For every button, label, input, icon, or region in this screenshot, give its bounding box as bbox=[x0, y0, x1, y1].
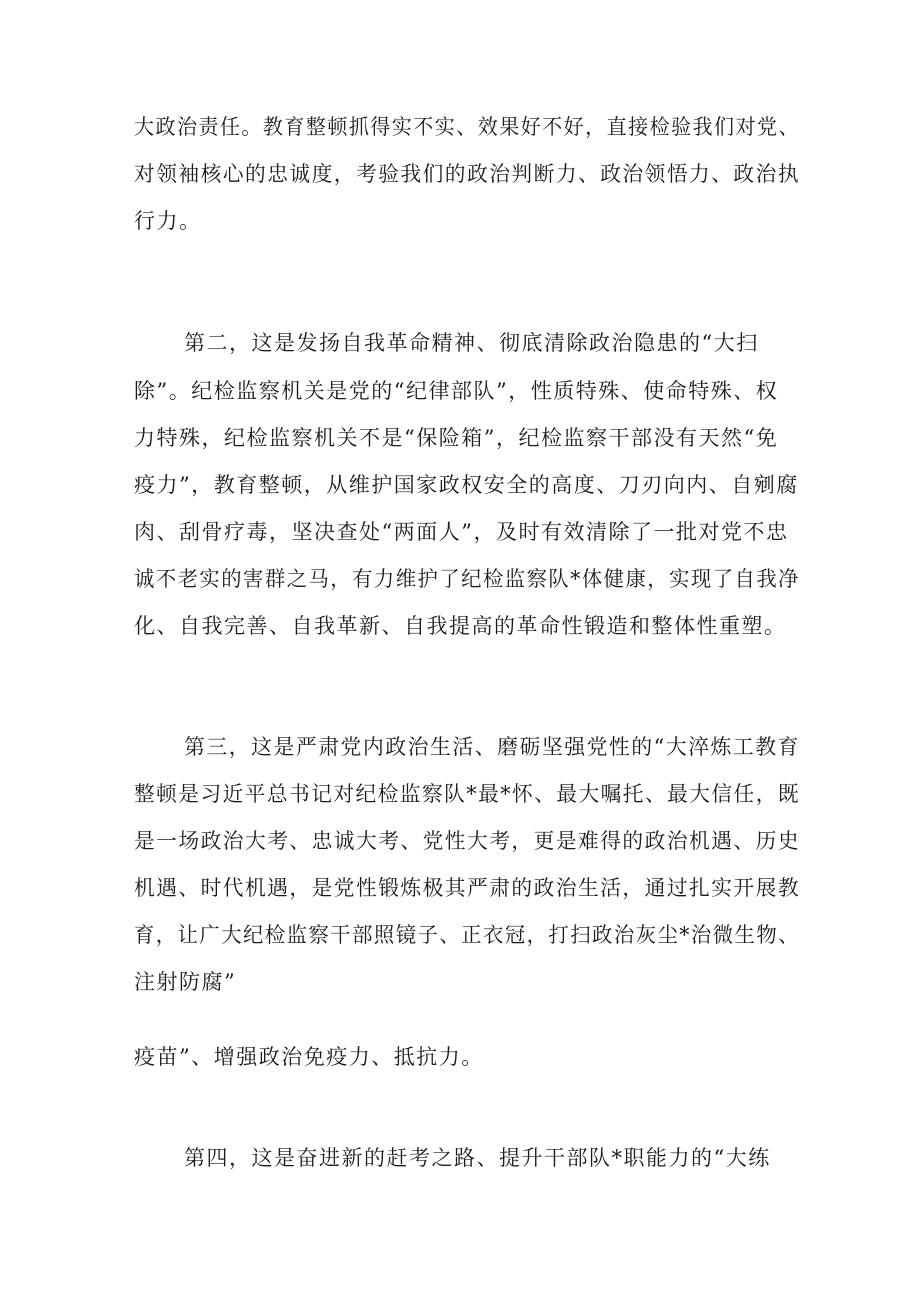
text-line: 诚不老实的害群之马，有力维护了纪检监察队*体健康，实现了自我净 bbox=[134, 567, 800, 591]
text-line: 疫力”，教育整顿，从维护国家政权安全的高度、刀刃向内、自剜腐 bbox=[134, 473, 799, 497]
paragraph-3-line-6 bbox=[0, 959, 920, 1005]
paragraph-2-line-7 bbox=[0, 603, 920, 649]
text-line: 除”。纪检监察机关是党的“纪律部队”，性质特殊、使命特殊、权 bbox=[134, 379, 779, 403]
paragraph-3-line-5 bbox=[0, 912, 920, 958]
paragraph-2-line-1 bbox=[0, 320, 920, 366]
text-line: 育，让广大纪检监察干部照镜子、正衣冠，打扫政治灰尘*治微生物、 bbox=[134, 923, 800, 947]
text-line: 机遇、时代机遇，是党性锻炼极其严肃的政治生活，通过扎实开展教 bbox=[134, 876, 801, 900]
text-line: 化、自我完善、自我革新、自我提高的革命性锻造和整体性重塑。 bbox=[134, 614, 787, 638]
text-line: 第四，这是奋进新的赶考之路、提升干部队*职能力的“大练 bbox=[184, 1146, 771, 1170]
text-line: 第二，这是发扬自我革命精神、彻底清除政治隐患的“大扫 bbox=[184, 331, 759, 355]
paragraph-1-line-1 bbox=[0, 104, 920, 150]
paragraph-5-line-1 bbox=[0, 1135, 920, 1181]
text-line: 是一场政治大考、忠诚大考、党性大考，更是难得的政治机遇、历史 bbox=[134, 829, 801, 853]
text-line: 疫苗”、增强政治免疫力、抵抗力。 bbox=[134, 1045, 484, 1069]
paragraph-3-line-2 bbox=[0, 771, 920, 817]
text-line: 大政治责任。教育整顿抓得实不实、效果好不好，直接检验我们对党、 bbox=[134, 115, 800, 139]
paragraph-2-line-2 bbox=[0, 368, 920, 414]
paragraph-1-line-2 bbox=[0, 151, 920, 197]
paragraph-1-line-3 bbox=[0, 198, 920, 244]
paragraph-2-line-6 bbox=[0, 556, 920, 602]
paragraph-3-line-1 bbox=[0, 724, 920, 770]
text-line: 对领袖核心的忠诚度，考验我们的政治判断力、政治领悟力、政治执 bbox=[134, 162, 801, 186]
text-line: 整顿是习近平总书记对纪检监察队*最*怀、最大嘱托、最大信任，既 bbox=[134, 782, 801, 806]
paragraph-3-line-4 bbox=[0, 865, 920, 911]
text-line: 肉、刮骨疗毒，坚决查处“两面人”，及时有效清除了一批对党不忠 bbox=[134, 520, 789, 544]
paragraph-2-line-3 bbox=[0, 415, 920, 461]
paragraph-2-line-5 bbox=[0, 509, 920, 555]
paragraph-2-line-4 bbox=[0, 462, 920, 508]
text-line: 第三，这是严肃党内政治生活、磨砺坚强党性的“大淬炼工教育 bbox=[184, 735, 801, 759]
paragraph-3-line-3 bbox=[0, 818, 920, 864]
text-line: 力特殊，纪检监察机关不是“保险箱”，纪检监察干部没有天然“免 bbox=[134, 426, 779, 450]
paragraph-4-line-1 bbox=[0, 1034, 920, 1080]
text-line: 注射防腐” bbox=[134, 970, 237, 994]
text-line: 行力。 bbox=[134, 209, 202, 233]
